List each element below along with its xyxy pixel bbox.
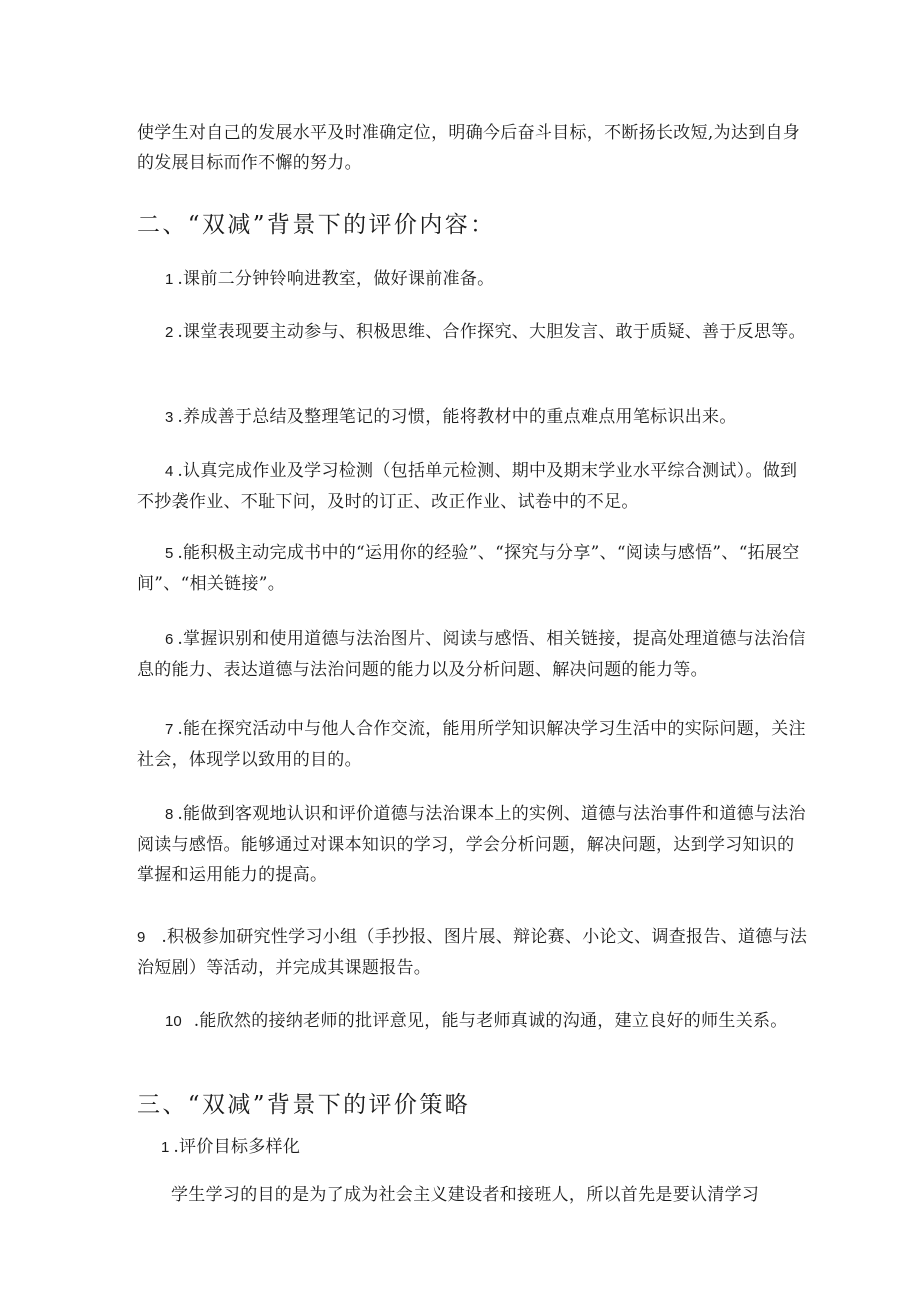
- item-number: 5: [165, 545, 174, 562]
- item-number: 2: [165, 324, 174, 341]
- item-number: 10: [165, 1013, 182, 1030]
- list-item-6: [137, 624, 809, 685]
- item-number: 3: [165, 409, 174, 426]
- intro-paragraph: 使学生对自己的发展水平及时准确定位，明确今后奋斗目标，不断扬长改短,为达到自身的发展目标而作不懈的努力。: [137, 123, 801, 173]
- subsection-1-title: [137, 1132, 809, 1163]
- item-text: .课堂表现要主动参与、积极思维、合作探究、大胆发言、敢于质疑、善于反思等。: [177, 322, 806, 342]
- list-item-10: [137, 1006, 809, 1037]
- list-item-9: [137, 922, 809, 983]
- item-number: 6: [165, 631, 174, 648]
- list-item-2: [137, 317, 809, 348]
- item-text: .养成善于总结及整理笔记的习惯，能将教材中的重点难点用笔标识出来。: [177, 407, 737, 427]
- item-number: 1: [165, 271, 174, 288]
- item-number: 4: [165, 463, 174, 480]
- item-text: .掌握识别和使用道德与法治图片、阅读与感悟、相关链接，提高处理道德与法治信息的能力、表达道德与法治问题的能力以及分析问题、解决问题的能力等。: [137, 629, 806, 680]
- list-item-7: [137, 714, 809, 775]
- item-number: 9: [137, 929, 146, 946]
- item-text: .能做到客观地认识和评价道德与法治课本上的实例、道德与法治事件和道德与法治阅读与感悟。能够通过对课本知识的学习，学会分析问题，解决问题，达到学习知识的掌握和运用能力的提高。: [137, 804, 806, 885]
- item-text: .能在探究活动中与他人合作交流，能用所学知识解决学习生活中的实际问题，关注社会，体现学以致用的目的。: [137, 719, 806, 770]
- item-text: .积极参加研究性学习小组（手抄报、图片展、辩论赛、小论文、调查报告、道德与法治短剧）等活动，并完成其课题报告。: [137, 927, 808, 978]
- section-2-heading: 二、“双减”背景下的评价内容：: [137, 212, 496, 238]
- list-item-3: [137, 402, 809, 433]
- list-item-5: [137, 538, 809, 599]
- list-item-8: [137, 799, 809, 890]
- item-number: 1: [161, 1139, 170, 1156]
- list-item-4: [137, 456, 809, 517]
- section-3-heading: 三、“双减”背景下的评价策略: [137, 1092, 471, 1118]
- item-number: 8: [165, 806, 174, 823]
- item-text: .课前二分钟铃响进教室，做好课前准备。: [177, 269, 495, 289]
- item-text: .认真完成作业及学习检测（包括单元检测、期中及期末学业水平综合测试）。做到不抄袭作业、不耻下问，及时的订正、改正作业、试卷中的不足。: [137, 461, 798, 512]
- item-number: 7: [165, 721, 174, 738]
- section-3-paragraph: 学生学习的目的是为了成为社会主义建设者和接班人，所以首先是要认清学习: [171, 1185, 760, 1205]
- item-text: .评价目标多样化: [173, 1137, 301, 1157]
- item-text: .能积极主动完成书中的“运用你的经验”、“探究与分享”、“阅读与感悟”、“拓展空间”、“相关链接”。: [137, 543, 800, 594]
- item-text: .能欣然的接纳老师的批评意见，能与老师真诚的沟通，建立良好的师生关系。: [193, 1011, 788, 1031]
- list-item-1: [137, 264, 809, 295]
